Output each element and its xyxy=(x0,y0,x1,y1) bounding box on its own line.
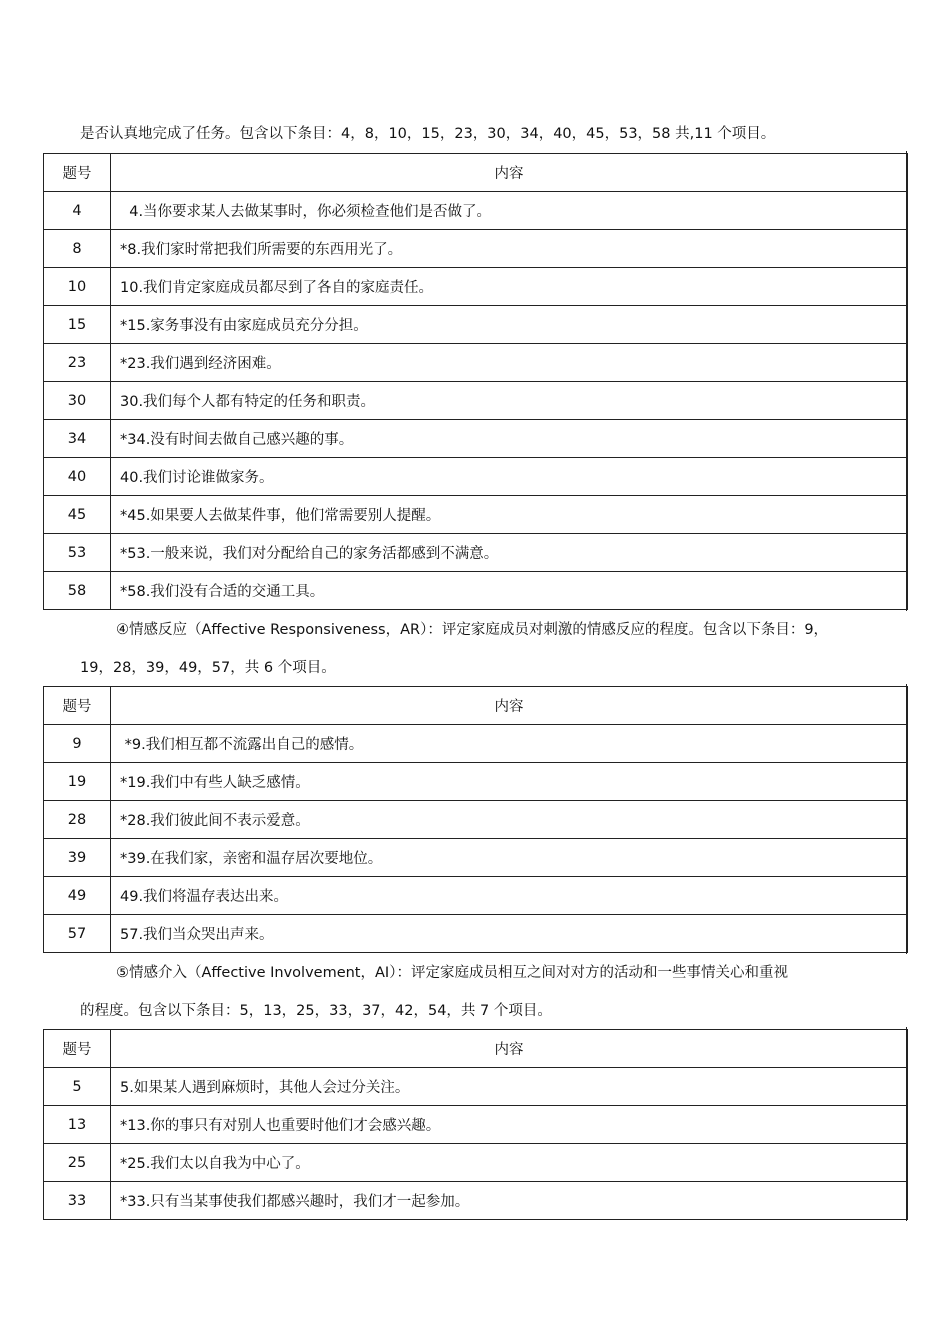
item-text: *9.我们相互都不流露出自己的感情。 xyxy=(111,725,908,763)
table-row xyxy=(44,534,908,572)
items-table-affective-responsiveness xyxy=(43,686,908,953)
item-number: 15 xyxy=(44,306,111,344)
item-text: *34.没有时间去做自己感兴趣的事。 xyxy=(111,420,908,458)
item-number: 40 xyxy=(44,458,111,496)
table-row xyxy=(44,1182,908,1220)
table-row xyxy=(44,458,908,496)
item-number: 28 xyxy=(44,801,111,839)
item-number: 13 xyxy=(44,1106,111,1144)
table-row xyxy=(44,268,908,306)
item-number: 45 xyxy=(44,496,111,534)
item-text: *45.如果要人去做某件事，他们常需要别人提醒。 xyxy=(111,496,908,534)
item-text: *39.在我们家，亲密和温存居次要地位。 xyxy=(111,839,908,877)
table-header-row xyxy=(44,687,908,725)
item-text: *13.你的事只有对别人也重要时他们才会感兴趣。 xyxy=(111,1106,908,1144)
item-text: *53.一般来说，我们对分配给自己的家务活都感到不满意。 xyxy=(111,534,908,572)
ar-intro-text: ④情感反应（Affective Responsiveness，AR）：评定家庭成员对刺激的情感反应的程度。包含以下条目：9， xyxy=(116,622,829,638)
ai-intro-text-cont: 的程度。包含以下条目：5，13，25，33，37，42，54，共 7 个项目。 xyxy=(80,1003,552,1019)
item-number: 9 xyxy=(44,725,111,763)
item-number: 10 xyxy=(44,268,111,306)
item-text: *33.只有当某事使我们都感兴趣时，我们才一起参加。 xyxy=(111,1182,908,1220)
header-number: 题号 xyxy=(44,1030,111,1068)
item-text: *23.我们遇到经济困难。 xyxy=(111,344,908,382)
ar-intro-text-cont: 19，28，39，49，57，共 6 个项目。 xyxy=(80,660,336,676)
table-header-row xyxy=(44,1030,908,1068)
table-row xyxy=(44,839,908,877)
items-table-affective-involvement xyxy=(43,1029,908,1220)
item-text: 49.我们将温存表达出来。 xyxy=(111,877,908,915)
table-row xyxy=(44,763,908,801)
item-number: 25 xyxy=(44,1144,111,1182)
table-row xyxy=(44,382,908,420)
table-edge-rule xyxy=(906,1027,907,1221)
item-number: 8 xyxy=(44,230,111,268)
item-number: 23 xyxy=(44,344,111,382)
item-number: 57 xyxy=(44,915,111,953)
items-table-tasks xyxy=(43,153,908,610)
item-text: *25.我们太以自我为中心了。 xyxy=(111,1144,908,1182)
table-row xyxy=(44,801,908,839)
table-row xyxy=(44,877,908,915)
item-text: 57.我们当众哭出声来。 xyxy=(111,915,908,953)
table-row xyxy=(44,1068,908,1106)
item-number: 58 xyxy=(44,572,111,610)
table-row xyxy=(44,420,908,458)
item-text: 4.当你要求某人去做某事时，你必须检查他们是否做了。 xyxy=(111,192,908,230)
item-number: 53 xyxy=(44,534,111,572)
section-intro-text: 是否认真地完成了任务。包含以下条目：4，8，10，15，23，30，34，40，45，53，58 共,11 个项目。 xyxy=(80,126,776,142)
item-text: 5.如果某人遇到麻烦时，其他人会过分关注。 xyxy=(111,1068,908,1106)
item-text: *8.我们家时常把我们所需要的东西用光了。 xyxy=(111,230,908,268)
item-text: 40.我们讨论谁做家务。 xyxy=(111,458,908,496)
table-row xyxy=(44,1144,908,1182)
table-row xyxy=(44,1106,908,1144)
table-row xyxy=(44,230,908,268)
table-row xyxy=(44,192,908,230)
ai-intro-text: ⑤情感介入（Affective Involvement，AI）：评定家庭成员相互之间对对方的活动和一些事情关心和重视 xyxy=(116,965,788,981)
header-content: 内容 xyxy=(111,154,908,192)
table-row xyxy=(44,306,908,344)
item-number: 34 xyxy=(44,420,111,458)
item-number: 5 xyxy=(44,1068,111,1106)
item-number: 33 xyxy=(44,1182,111,1220)
table-header-row xyxy=(44,154,908,192)
table-row xyxy=(44,344,908,382)
item-text: 30.我们每个人都有特定的任务和职责。 xyxy=(111,382,908,420)
item-text: *15.家务事没有由家庭成员充分分担。 xyxy=(111,306,908,344)
item-text: *58.我们没有合适的交通工具。 xyxy=(111,572,908,610)
item-number: 4 xyxy=(44,192,111,230)
table-row xyxy=(44,915,908,953)
item-text: *19.我们中有些人缺乏感情。 xyxy=(111,763,908,801)
header-content: 内容 xyxy=(111,1030,908,1068)
item-number: 39 xyxy=(44,839,111,877)
table-row xyxy=(44,725,908,763)
item-number: 30 xyxy=(44,382,111,420)
item-text: *28.我们彼此间不表示爱意。 xyxy=(111,801,908,839)
header-number: 题号 xyxy=(44,687,111,725)
item-number: 19 xyxy=(44,763,111,801)
header-number: 题号 xyxy=(44,154,111,192)
table-edge-rule xyxy=(906,684,907,954)
item-number: 49 xyxy=(44,877,111,915)
table-edge-rule xyxy=(906,151,907,611)
table-row xyxy=(44,496,908,534)
item-text: 10.我们肯定家庭成员都尽到了各自的家庭责任。 xyxy=(111,268,908,306)
header-content: 内容 xyxy=(111,687,908,725)
table-row xyxy=(44,572,908,610)
